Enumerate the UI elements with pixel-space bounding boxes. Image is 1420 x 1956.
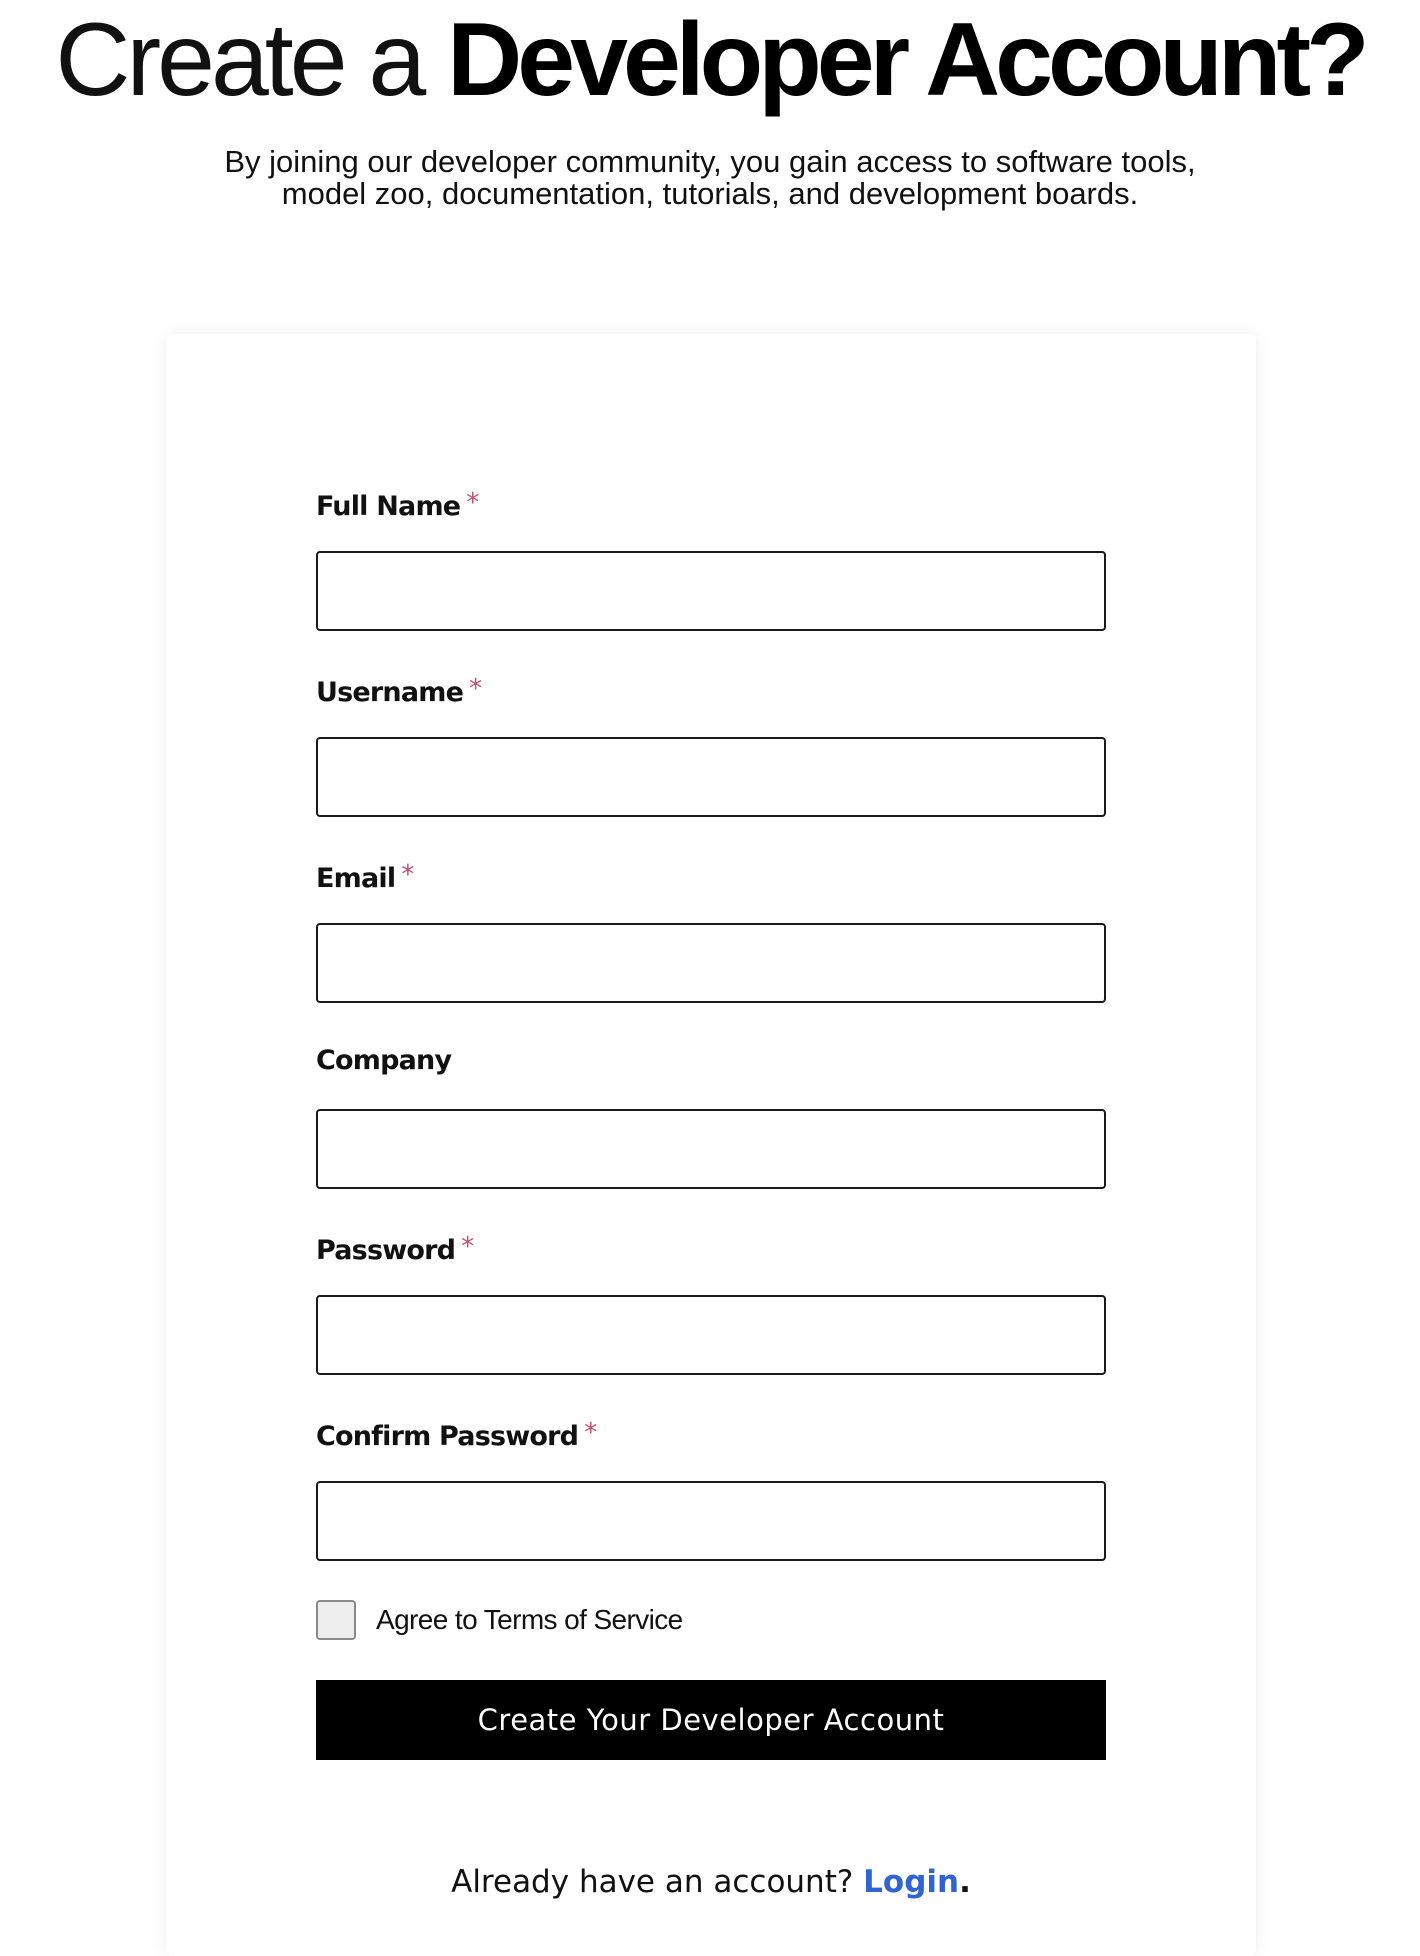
terms-label[interactable]: Agree to Terms of Service bbox=[376, 1604, 683, 1635]
login-trailing-period: . bbox=[959, 1864, 971, 1900]
required-marker: * bbox=[584, 1418, 597, 1448]
company-label-text: Company bbox=[316, 1045, 452, 1076]
signup-card bbox=[166, 334, 1256, 1956]
page-title-bold: Developer Account? bbox=[447, 2, 1365, 118]
terms-checkbox[interactable] bbox=[316, 1600, 356, 1640]
confirm-password-input[interactable] bbox=[316, 1481, 1106, 1561]
password-input[interactable] bbox=[316, 1295, 1106, 1375]
login-prompt-text: Already have an account? bbox=[451, 1864, 864, 1900]
page-title-light: Create a bbox=[55, 2, 448, 118]
email-label bbox=[316, 858, 414, 896]
confirm-password-label bbox=[316, 1416, 596, 1454]
page-title bbox=[0, 0, 1420, 120]
email-input[interactable] bbox=[316, 923, 1106, 1003]
full-name-label bbox=[316, 486, 479, 524]
email-label-text: Email bbox=[316, 863, 396, 894]
required-marker: * bbox=[469, 674, 482, 704]
username-label bbox=[316, 672, 481, 710]
company-input[interactable] bbox=[316, 1109, 1106, 1189]
full-name-input[interactable] bbox=[316, 551, 1106, 631]
required-marker: * bbox=[401, 860, 414, 890]
full-name-label-text: Full Name bbox=[316, 491, 461, 522]
subtitle-line-1: By joining our developer community, you gain access to software tools, bbox=[224, 144, 1196, 179]
required-marker: * bbox=[461, 1232, 474, 1262]
username-input[interactable] bbox=[316, 737, 1106, 817]
subtitle-line-2: model zoo, documentation, tutorials, and development boards. bbox=[281, 176, 1139, 211]
password-label-text: Password bbox=[316, 1235, 456, 1266]
password-label bbox=[316, 1230, 473, 1268]
confirm-password-label-text: Confirm Password bbox=[316, 1421, 579, 1452]
login-prompt bbox=[166, 1862, 1256, 1902]
company-label bbox=[316, 1044, 451, 1078]
login-link[interactable]: Login bbox=[863, 1864, 960, 1900]
page-subtitle bbox=[160, 146, 1260, 210]
create-account-button[interactable]: Create Your Developer Account bbox=[316, 1680, 1106, 1760]
required-marker: * bbox=[466, 488, 479, 518]
username-label-text: Username bbox=[316, 677, 464, 708]
